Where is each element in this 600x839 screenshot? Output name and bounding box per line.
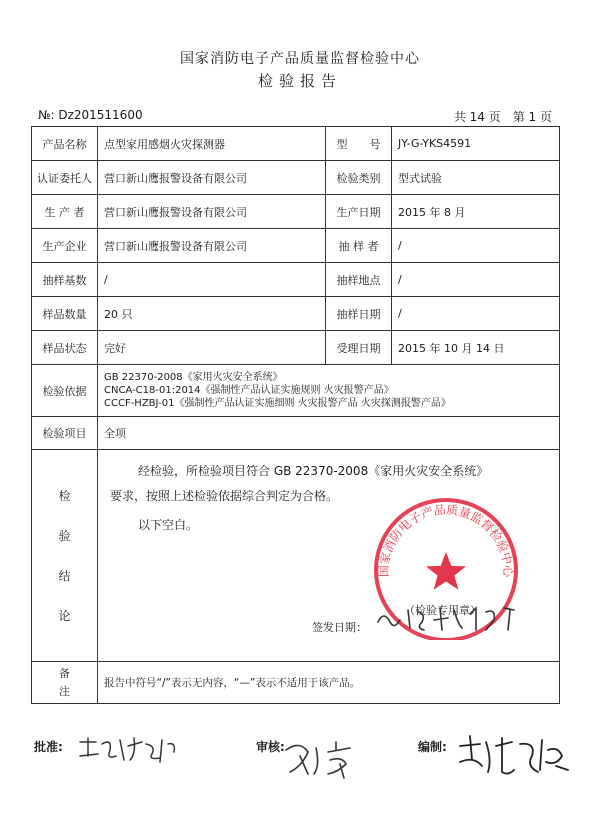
review-signature: [280, 736, 390, 782]
value-note: 报告中符号“/”表示无内容，“—”表示不适用于该产品。: [98, 662, 560, 704]
label-conclusion: [32, 450, 98, 662]
value-basis: [98, 365, 560, 417]
seal-star-icon: [426, 552, 466, 590]
basis-line: GB 22370-2008《家用火灾安全系统》: [104, 372, 283, 383]
value-sample-base: /: [98, 263, 326, 297]
conclusion-label-char: 验: [58, 528, 71, 543]
label-sample-base: 抽样基数: [32, 263, 98, 297]
conclusion-line-2: 要求，按照上述检验依据综合判定为合格。: [110, 489, 339, 503]
note-label-char: 备: [59, 666, 70, 680]
conclusion-row: [32, 450, 560, 662]
value-prod-date: 2015 年 8 月: [392, 195, 560, 229]
value-product-name: 点型家用感烟火灾探测器: [98, 127, 326, 161]
value-producer: 营口新山鹰报警设备有限公司: [98, 195, 326, 229]
review-label: 审核:: [256, 740, 285, 754]
table-row: [32, 365, 560, 417]
prepare-label: 编制:: [418, 740, 447, 754]
seal-arc-text: 国家消防电子产品质量监督检验中心: [376, 502, 516, 578]
label-sample-state: 样品状态: [32, 331, 98, 365]
handwritten-date: [370, 600, 540, 634]
label-manufacturer: 生产企业: [32, 229, 98, 263]
total-pages: 共 14 页: [453, 110, 501, 124]
current-page: 第 1 页: [512, 110, 552, 124]
page-count: [442, 108, 552, 125]
label-producer: 生 产 者: [32, 195, 98, 229]
label-sampler: 抽 样 者: [326, 229, 392, 263]
note-label-char: 注: [59, 684, 70, 698]
label-basis: 检验依据: [32, 365, 98, 417]
value-sample-state: 完好: [98, 331, 326, 365]
value-sampler: /: [392, 229, 560, 263]
table-row: [32, 417, 560, 450]
label-items: 检验项目: [32, 417, 98, 450]
conclusion-cell: [98, 450, 560, 662]
signature-row: [34, 738, 574, 808]
label-test-type: 检验类别: [326, 161, 392, 195]
value-sample-place: /: [392, 263, 560, 297]
value-test-type: 型式试验: [392, 161, 560, 195]
approve-signature: [76, 734, 196, 768]
conclusion-label-char: 检: [58, 488, 71, 503]
table-row: [32, 161, 560, 195]
report-table: [31, 126, 560, 704]
label-client: 认证委托人: [32, 161, 98, 195]
conclusion-line-1: 经检验，所检验项目符合 GB 22370-2008《家用火灾安全系统》: [138, 464, 489, 478]
basis-line: CNCA-C18-01:2014《强制性产品认证实施规则 火灾报警产品》: [104, 385, 394, 396]
table-row: [32, 331, 560, 365]
label-prod-date: 生产日期: [326, 195, 392, 229]
label-receipt-date: 受理日期: [326, 331, 392, 365]
table-row: [32, 229, 560, 263]
value-items: 全项: [98, 417, 560, 450]
value-receipt-date: 2015 年 10 月 14 日: [392, 331, 560, 365]
conclusion-label-char: 结: [58, 568, 71, 583]
label-sample-place: 抽样地点: [326, 263, 392, 297]
value-manufacturer: 营口新山鹰报警设备有限公司: [98, 229, 326, 263]
label-product-name: 产品名称: [32, 127, 98, 161]
table-row: [32, 127, 560, 161]
org-title: 国家消防电子产品质量监督检验中心: [180, 51, 420, 67]
table-row: [32, 662, 560, 704]
value-model: JY-G-YKS4591: [392, 127, 560, 161]
report-number: №: Dz201511600: [38, 108, 143, 122]
label-sample-date: 抽样日期: [326, 297, 392, 331]
table-row: [32, 195, 560, 229]
conclusion-label-char: 论: [58, 608, 71, 623]
approve-label: 批准:: [34, 740, 63, 754]
prepare-signature: [456, 732, 574, 780]
seal-caption: （检验专用章）: [404, 604, 481, 617]
label-note: [32, 662, 98, 704]
table-row: [32, 263, 560, 297]
table-row: [32, 297, 560, 331]
value-sample-date: /: [392, 297, 560, 331]
value-client: 营口新山鹰报警设备有限公司: [98, 161, 326, 195]
conclusion-line-3: 以下空白。: [138, 518, 199, 532]
report-title: 检验报告: [257, 72, 342, 90]
sign-date-label: 签发日期：: [312, 621, 367, 634]
basis-line: CCCF-HZBJ-01《强制性产品认证实施细则 火灾报警产品 火灾探测报警产品》: [104, 398, 451, 409]
label-model: 型 号: [326, 127, 392, 161]
value-sample-qty: 20 只: [98, 297, 326, 331]
label-sample-qty: 样品数量: [32, 297, 98, 331]
